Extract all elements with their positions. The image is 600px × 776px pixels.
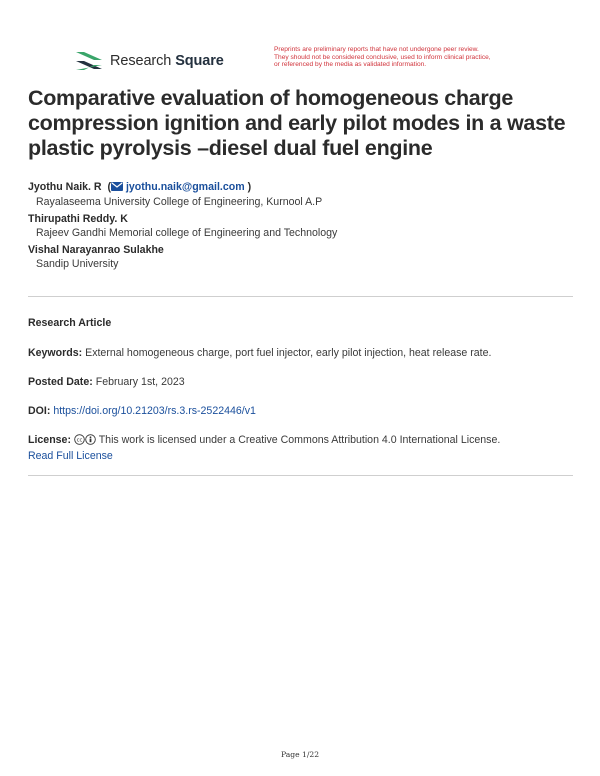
license-text: This work is licensed under a Creative Commons Attribution 4.0 International License. <box>98 434 501 446</box>
divider <box>28 475 573 476</box>
logo-text-square: Square <box>175 53 224 69</box>
svg-text:cc: cc <box>76 437 83 444</box>
author-name: Thirupathi Reddy. K <box>28 213 128 225</box>
keywords <box>28 346 578 360</box>
license <box>28 433 578 463</box>
research-square-logo-icon <box>74 48 104 74</box>
read-full-license-link[interactable]: Read Full License <box>28 450 113 462</box>
creative-commons-icon <box>74 434 85 449</box>
posted-date-label: Posted Date: <box>28 376 93 388</box>
keywords-label: Keywords: <box>28 347 83 359</box>
author-email: jyothu.naik@gmail.com <box>125 181 245 193</box>
header <box>74 46 544 76</box>
attribution-icon <box>85 434 96 449</box>
author-affiliation: Sandip University <box>36 258 119 270</box>
author-affiliation: Rajeev Gandhi Memorial college of Engineering and Technology <box>36 227 338 239</box>
author-entry <box>28 212 578 240</box>
doi-link[interactable]: https://doi.org/10.21203/rs.3.rs-2522446/v1 <box>53 405 256 417</box>
author-email-link[interactable] <box>111 181 245 193</box>
logo-text <box>110 53 224 69</box>
disclaimer-line: Preprints are preliminary reports that have not undergone peer review. <box>274 46 479 53</box>
doi <box>28 404 578 418</box>
keywords-value: External homogeneous charge, port fuel injector, early pilot injection, heat release rate. <box>85 347 492 359</box>
doi-label: DOI: <box>28 405 51 417</box>
paper-title: Comparative evaluation of homogeneous charge compression ignition and early pilot modes in a waste plastic pyrolysis –diesel dual fuel engine <box>28 86 566 160</box>
page-number: Page 1/22 <box>280 750 320 759</box>
article-type-label: Research Article <box>28 317 112 329</box>
author-affiliation: Rayalaseema University College of Engineering, Kurnool A.P <box>36 196 323 208</box>
author-list <box>28 180 578 274</box>
author-entry <box>28 243 578 271</box>
logo-text-research: Research <box>110 53 172 69</box>
envelope-icon <box>111 181 123 195</box>
license-label: License: <box>28 434 71 446</box>
research-square-logo[interactable] <box>74 48 224 74</box>
disclaimer-line: or referenced by the media as validated information. <box>274 61 427 69</box>
author-entry: Jyothu Naik. R ( jyothu.naik@gmail.com ) Rayalaseema University College of Engineering, Kurnool A.P <box>28 180 578 209</box>
disclaimer-line: They should not be considered conclusive, used to inform clinical practice, <box>274 53 491 61</box>
posted-date-value: February 1st, 2023 <box>95 376 185 388</box>
author-name: Jyothu Naik. R <box>28 181 102 193</box>
author-name: Vishal Narayanrao Sulakhe <box>28 244 164 256</box>
article-type <box>28 316 578 330</box>
posted-date <box>28 375 578 389</box>
divider <box>28 296 573 297</box>
preprint-disclaimer <box>274 46 546 69</box>
